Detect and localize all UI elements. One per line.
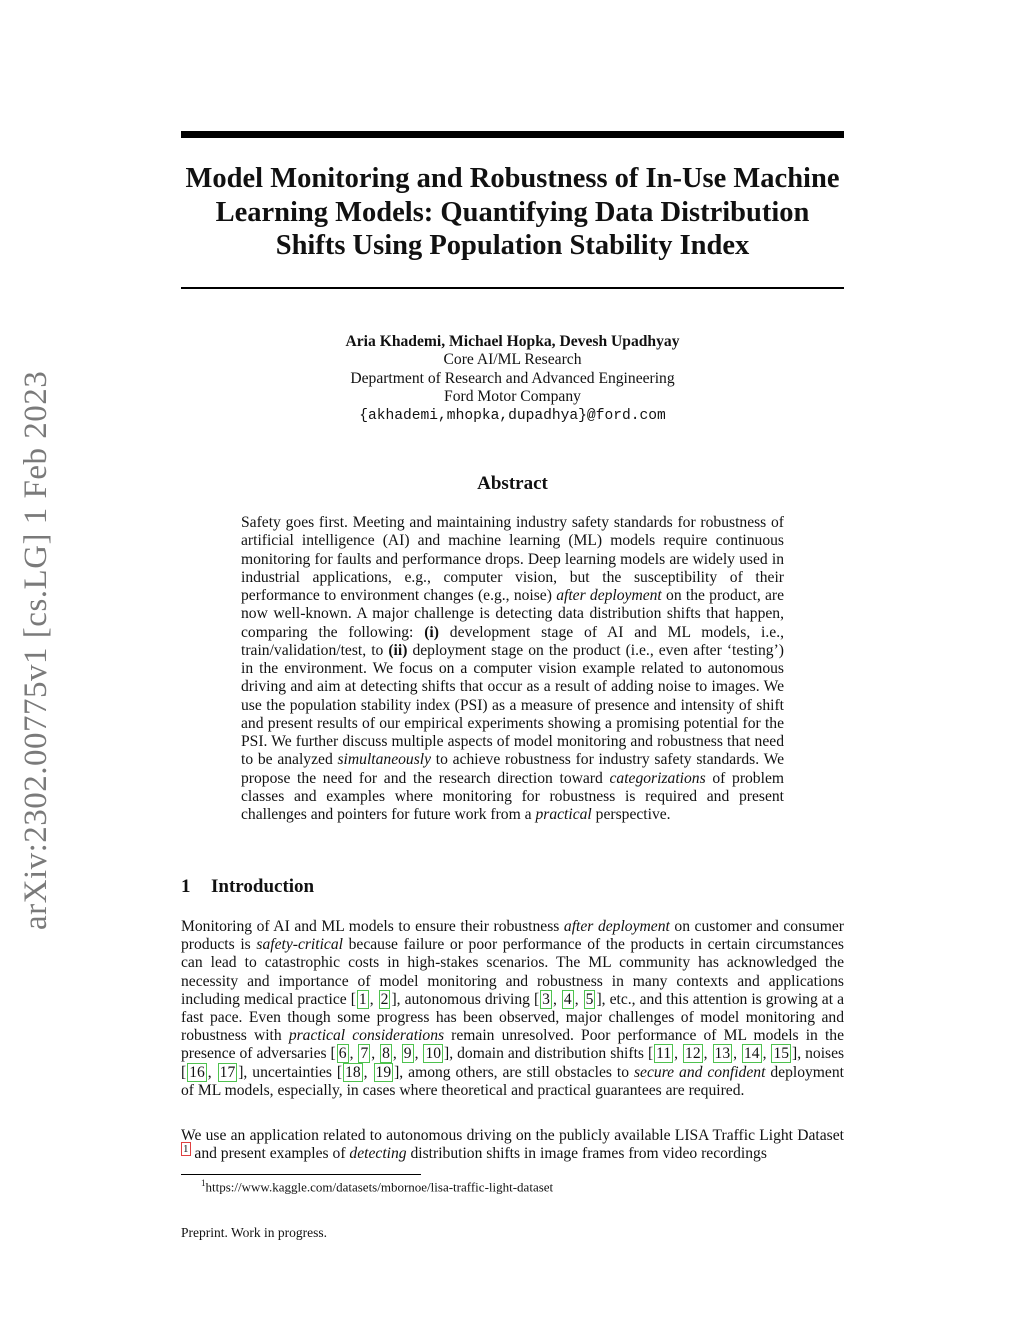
emphasis: practical considerations [288,1027,445,1045]
citation-link[interactable]: 19 [375,1063,392,1081]
emphasis: detecting [349,1145,407,1163]
emphasis: safety-critical [256,936,343,954]
text-segment: ], domain and distribution shifts [ [444,1045,654,1063]
abstract-segment: development stage of AI and ML models, i.e., train/validation/test, to [241,623,784,659]
citation-link[interactable]: 1 [358,990,367,1008]
citation-link[interactable]: 2 [380,990,389,1008]
citation-link[interactable]: 17 [219,1063,236,1081]
title-line: Model Monitoring and Robustness of In-Use Machine [185,163,840,194]
abstract-emphasis: practical [535,806,592,823]
citation-link[interactable]: 18 [345,1063,361,1081]
footnote-url[interactable]: https://www.kaggle.com/datasets/mbornoe/lisa-traffic-light-dataset [205,1179,554,1195]
section-number: 1 [181,876,191,897]
citation-link[interactable]: 3 [542,990,550,1008]
section-heading [181,876,314,898]
text-segment: ], among others, are still obstacles to [394,1063,634,1081]
paper-title [181,162,844,263]
abstract-segment: to achieve robustness for industry safety standards. We propose the need for and the research direction toward [241,751,784,787]
abstract-segment: of problem classes and examples where monitoring for robustness is required and present challenges and pointers for future work from a [241,769,784,823]
citation-link[interactable]: 12 [685,1045,701,1063]
title-top-rule [181,131,844,138]
author-names: Aria Khademi, Michael Hopka, Devesh Upadhyay [345,333,680,350]
text-segment: ], etc., and this attention is growing at a fast pace. Even though some progress has been observed, major challenges of model monitoring and robustness with [181,990,845,1045]
abstract-bold: (ii) [388,641,408,659]
text-segment: We use an application related to autonomous driving on the publicly available LISA Traffic Light Dataset [181,1127,844,1144]
abstract-segment: perspective. [591,806,671,823]
text-segment: ], autonomous driving [ [391,990,540,1008]
title-bottom-rule [181,287,844,289]
author-block [181,333,844,425]
author-department: Department of Research and Advanced Engineering [350,369,675,387]
text-segment: on customer and consumer products is [181,918,844,954]
abstract-emphasis: simultaneously [337,751,432,769]
abstract-bold: (i) [424,623,439,641]
footnote-rule [181,1174,421,1175]
citation-link[interactable]: 5 [585,990,594,1008]
abstract-segment: on the product, are now well-known. A major challenge is detecting data distribution shifts that happen, comparing the following: [241,587,785,641]
text-segment: remain unresolved. Poor performance of ML models in the presence of adversaries [ [181,1027,845,1063]
citation-link[interactable]: 14 [743,1045,760,1063]
intro-paragraph: Monitoring of AI and ML models to ensure their robustness after deployment on customer and consumer products is safety-critical because failure or poor performance of the products in certain circumstances can lead to catastrophic costs in high-stakes scenarios. The ML community has acknowledged the necessity and importance of model monitoring and robustness in many contexts and applications including medical practice [ 1 , 2 ], autonomous driving [ 3 , 4 , 5 ], etc., and this attention is growing at a fast pace. Even though some progress has been observed, major challenges of model monitoring and robustness with practical considerations remain unresolved. Poor performance of ML models in the presence of adversaries [ 6 , 7 , 8 , 9 , 10 ], domain and distribution shifts [ 11 , 12 , 13 , 14 , 15 ], noises [ 16 , 17 ], uncertainties [ 18 , 19 ], among others, are still obstacles to secure and confident deployment of ML models, especially, in cases where theoretical and practical guarantees are required. [181,918,845,1099]
text-segment: ], noises [ [181,1045,845,1081]
citation-link[interactable]: 9 [403,1045,412,1063]
author-email: {akhademi,mhopka,dupadhya}@ford.com [359,407,666,424]
abstract-segment: Safety goes first. Meeting and maintaining industry safety standards for robustness of artificial intelligence (AI) and machine learning (ML) models require continuous monitoring for faults and performance drops. Deep learning models are widely used in industrial applications, e.g., computer vision, but the susceptibility of their performance to environment changes (e.g., noise) [241,514,784,604]
text-segment: Monitoring of AI and ML models to ensure their robustness [181,918,564,935]
text-segment: deployment of ML models, especially, in cases where theoretical and practical guarantees are required. [181,1063,844,1099]
emphasis: secure and confident [633,1063,766,1081]
citation-link[interactable]: 13 [714,1045,731,1063]
text-segment: ], uncertainties [ [238,1063,343,1081]
author-group: Core AI/ML Research [443,351,582,369]
abstract-text [241,514,784,824]
preprint-note: Preprint. Work in progress. [181,1225,328,1240]
citation-link[interactable]: 11 [656,1045,672,1063]
citation-link[interactable]: 7 [360,1045,369,1063]
arxiv-identifier: arXiv:2302.00775v1 [cs.LG] 1 Feb 2023 [18,370,54,930]
text-segment: distribution shifts in image frames from video recordings [406,1145,767,1163]
title-line: Shifts Using Population Stability Index [275,230,750,261]
citation-link[interactable]: 16 [189,1063,205,1081]
abstract-segment: deployment stage on the product (i.e., even after ‘testing’) in the environment. We focus on a computer vision example related to autonomous driving and aim at detecting shifts that occur as a result of adding noise to images. We use the population stability index (PSI) as a measure of presence and intensity of shift and present results of our empirical experiments showing a promising potential for the PSI. We further discuss multiple aspects of model monitoring and robustness that need to be analyzed [241,641,784,769]
title-line: Learning Models: Quantifying Data Distribution [215,196,810,228]
citation-link[interactable]: 4 [563,990,572,1008]
footnote-link[interactable]: 1 [183,1143,189,1156]
text-segment: and present examples of [190,1145,350,1163]
citation-link[interactable]: 10 [425,1045,442,1063]
section-title: Introduction [211,876,315,897]
intro-paragraph [181,1127,844,1163]
author-company: Ford Motor Company [444,388,581,406]
emphasis: after deployment [563,918,670,935]
citation-link[interactable]: 15 [773,1045,790,1063]
abstract-heading: Abstract [477,473,548,494]
citation-link[interactable]: 8 [382,1045,390,1063]
citation-link[interactable]: 6 [338,1045,347,1063]
footnote [201,1178,553,1195]
abstract-emphasis: categorizations [609,769,706,787]
footnote-mark: 1 [201,1178,206,1188]
abstract-emphasis: after deployment [556,587,662,604]
text-segment: because failure or poor performance of the products in certain circumstances can lead to catastrophic costs in high-stakes scenarios. The ML community has acknowledged the necessity and importance of model monitoring and robustness in many contexts and applications including medical practice [ [181,936,844,1008]
